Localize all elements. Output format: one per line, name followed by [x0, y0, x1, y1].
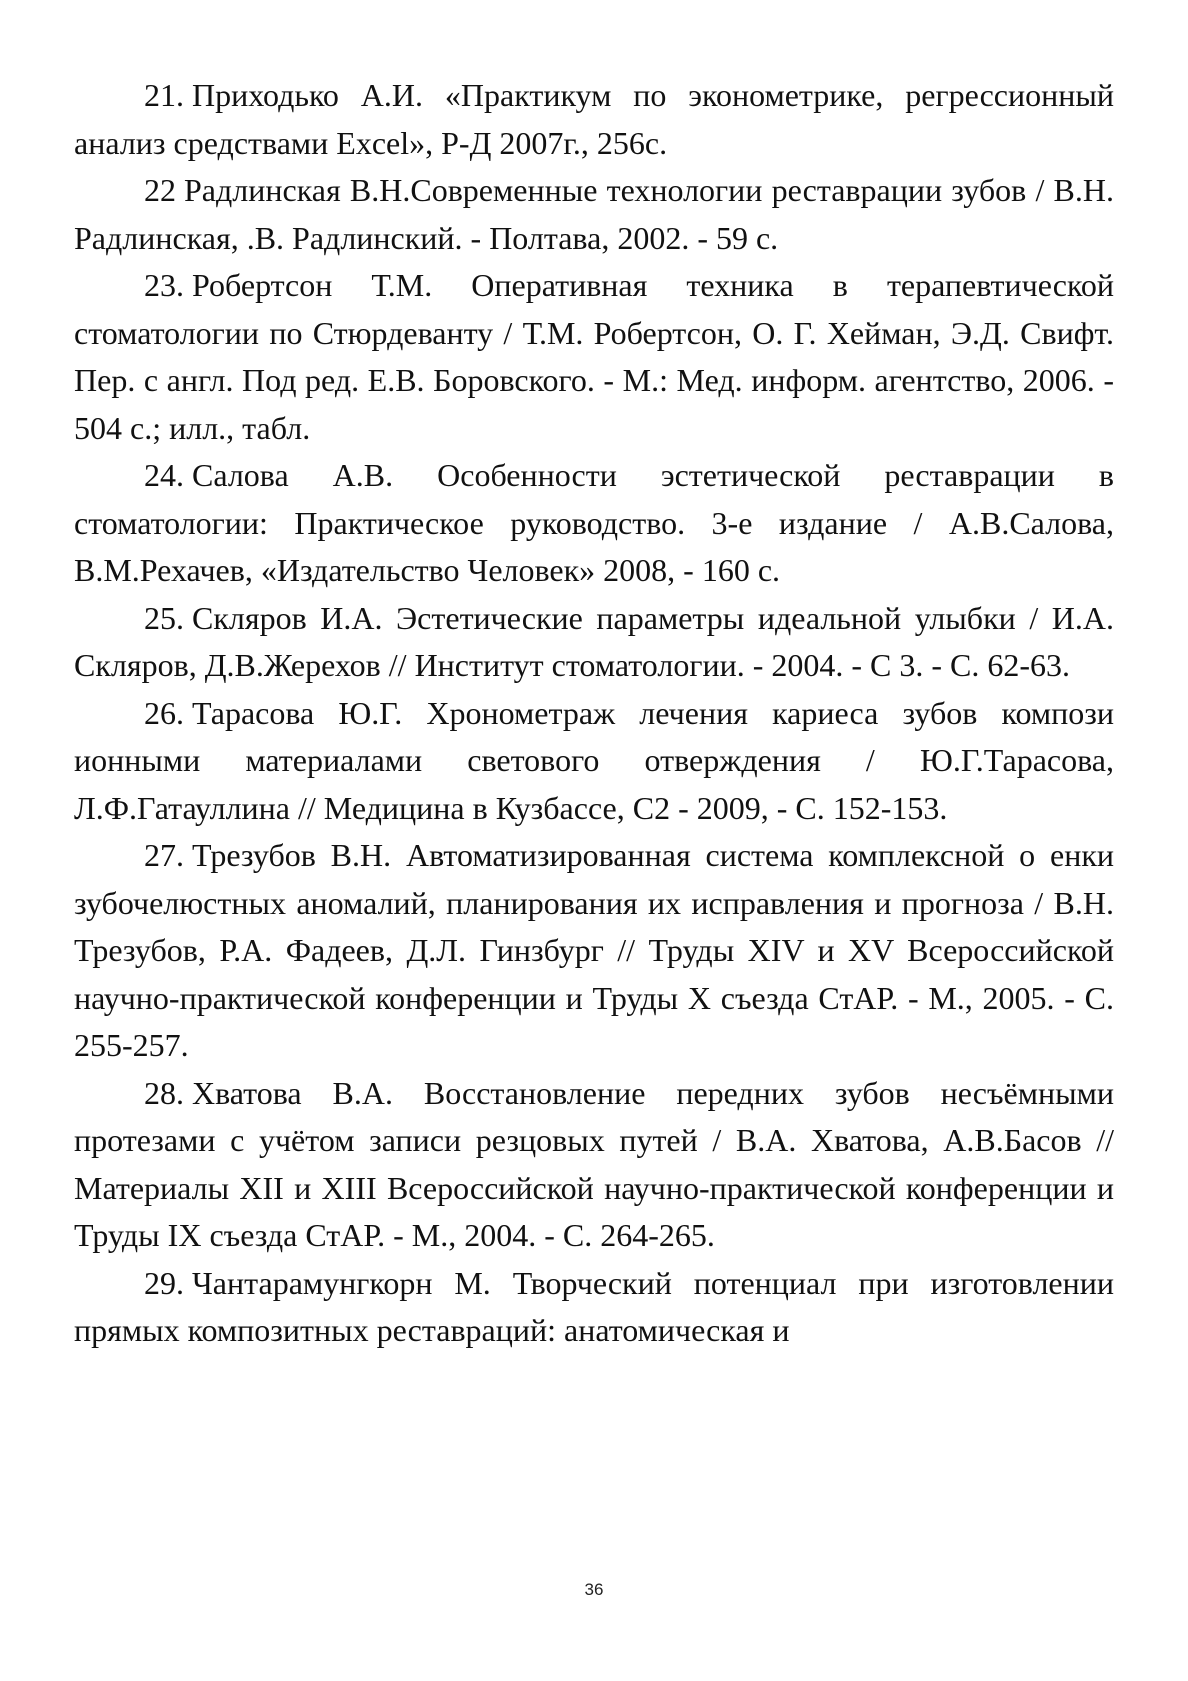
reference-number: 21.	[144, 77, 184, 113]
reference-text: Трезубов В.Н. Автоматизированная система комплексной о енки зубочелюстных аномалий, планирования их исправления и прогноза / В.Н. Трезубов, Р.А. Фадеев, Д.Л. Гинзбург // Труды XIV и XV Всероссийской научно-практической конференции и Труды X съезда СтАР. - М., 2005. - С. 255-257.	[74, 837, 1114, 1063]
reference-item	[74, 167, 1114, 262]
reference-text: Салова А.В. Особенности эстетической реставрации в стоматологии: Практическое руководство. 3-е издание / А.В.Салова, В.М.Рехачев, «Издательство Человек» 2008, - 160 с.	[74, 457, 1114, 588]
reference-number: 25.	[144, 599, 184, 636]
reference-number: 23.	[144, 267, 184, 303]
reference-item	[74, 452, 1114, 595]
reference-number: 29.	[144, 1264, 184, 1301]
page-number: 36	[584, 1580, 604, 1599]
reference-number: 22	[144, 172, 176, 208]
reference-text: Хватова В.А. Восстановление передних зубов несъёмными протезами с учётом записи резцовых путей / В.А. Хватова, А.В.Басов // Материалы XII и XIII Всероссийской научно-практической конференции и Труды IX съезда СтАР. - М., 2004. - С. 264-265.	[74, 1074, 1114, 1253]
reference-text: Приходько А.И. «Практикум по эконометрике, регрессионный анализ средствами Excel», Р-Д 2007г., 256с.	[74, 77, 1114, 161]
reference-number: 24.	[144, 457, 184, 493]
reference-item	[74, 595, 1114, 690]
reference-text: Робертсон Т.М. Оперативная техника в терапевтической стоматологии по Стюрдеванту / Т.М. Робертсон, О. Г. Хейман, Э.Д. Свифт. Пер. с англ. Под ред. Е.В. Боровского. - М.: Мед. информ. агентство, 2006. - 504 с.; илл., табл.	[74, 267, 1114, 446]
reference-text: Чантарамунгкорн М. Творческий потенциал при изготовлении прямых композитных реставраций: анатомическая и	[74, 1264, 1114, 1348]
reference-item	[74, 1260, 1114, 1355]
reference-text: Тарасова Ю.Г. Хронометраж лечения кариеса зубов компози ионными материалами светового отверждения / Ю.Г.Тарасова, Л.Ф.Гатауллина // Медицина в Кузбассе, С2 - 2009, - С. 152-153.	[74, 694, 1114, 826]
reference-number: 28.	[144, 1074, 184, 1111]
reference-item	[74, 832, 1114, 1070]
reference-item	[74, 690, 1114, 833]
reference-text: Скляров И.А. Эстетические параметры идеальной улыбки / И.А. Скляров, Д.В.Жерехов // Институт стоматологии. - 2004. - С 3. - С. 62-63.	[74, 599, 1114, 683]
reference-text: Радлинская В.Н.Современные технологии реставрации зубов / В.Н. Радлинская, .В. Радлинский. - Полтава, 2002. - 59 с.	[74, 172, 1114, 256]
reference-item	[74, 262, 1114, 452]
reference-number: 27.	[144, 837, 184, 873]
reference-number: 26.	[144, 694, 184, 731]
reference-item	[74, 1070, 1114, 1260]
reference-list	[74, 72, 1114, 1355]
reference-item	[74, 72, 1114, 167]
